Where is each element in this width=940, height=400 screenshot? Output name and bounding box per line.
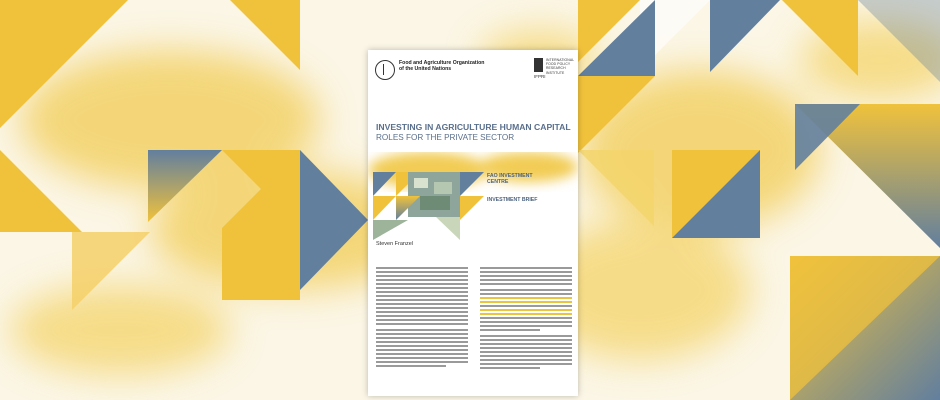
cover-artwork — [368, 152, 578, 240]
brief-type-label: INVESTMENT BRIEF — [487, 197, 538, 203]
body-text-preview — [376, 267, 572, 387]
partner-name: INTERNATIONAL FOOD POLICY RESEARCH INSTITUTE — [546, 58, 575, 75]
publication-cover[interactable] — [368, 50, 578, 396]
author-name: Steven Franzel — [376, 241, 413, 247]
fao-logo-icon — [375, 60, 395, 80]
cover-subtitle: ROLES FOR THE PRIVATE SECTOR — [376, 133, 515, 142]
series-label: FAO INVESTMENT CENTRE — [487, 173, 533, 186]
partner-acronym: IFPRI — [534, 74, 546, 79]
cover-title: INVESTING IN AGRICULTURE HUMAN CAPITAL — [376, 122, 571, 132]
organization-name: Food and Agriculture Organization of the United Nations — [399, 60, 485, 73]
ifpri-logo-icon — [534, 58, 543, 72]
